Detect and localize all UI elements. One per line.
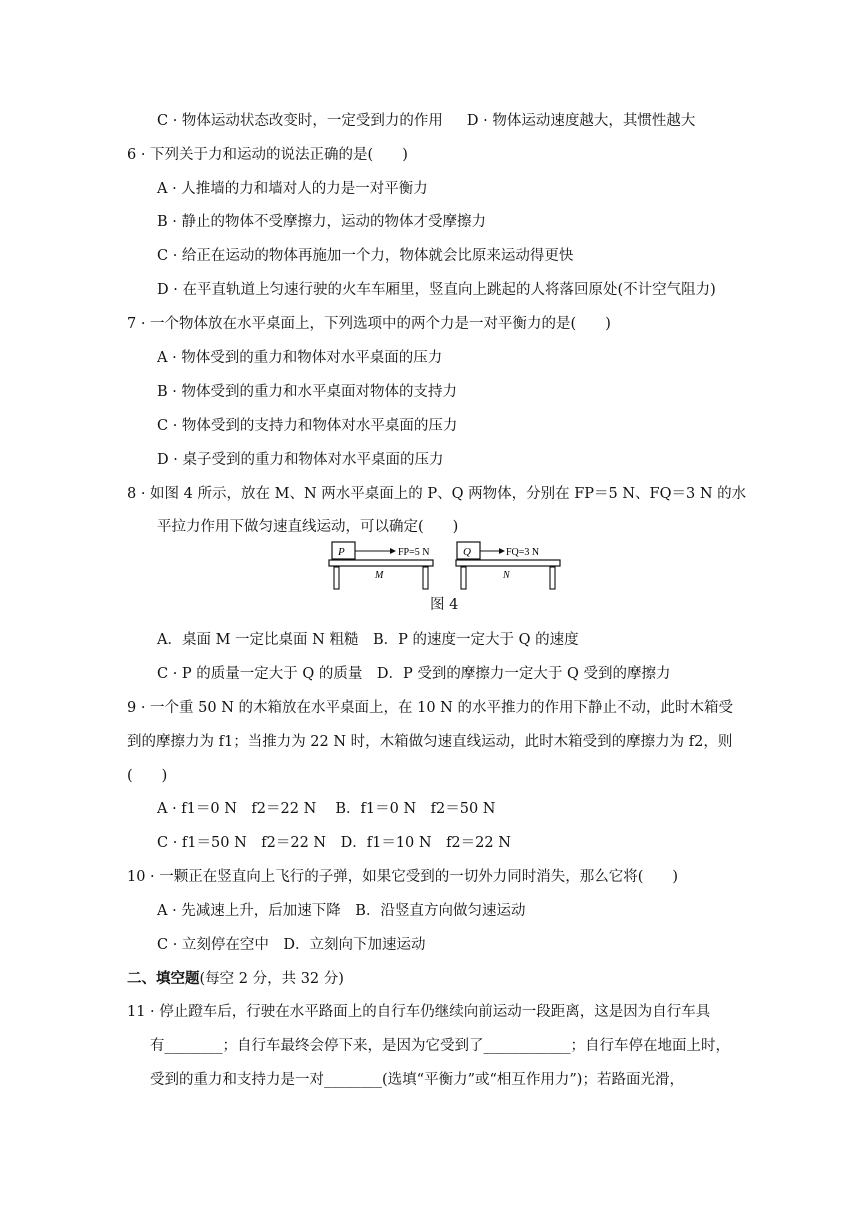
- q11-line1: 11 · 停止蹬车后，行驶在水平路面上的自行车仍继续向前运动一段距离，这是因为自行车具: [127, 1004, 711, 1020]
- q8-stem-line2: 平拉力作用下做匀速直线运动，可以确定( ): [157, 519, 459, 535]
- force-p-arrowhead: [390, 548, 396, 554]
- q10-stem: 10 · 一颗正在竖直向上飞行的子弹，如果它受到的一切外力同时消失，那么它将( ): [127, 869, 679, 885]
- table-m-leg-left: [334, 567, 339, 589]
- block-p-label: P: [338, 546, 345, 558]
- q5-options-cd: [157, 111, 695, 131]
- table-n-top: [456, 560, 560, 566]
- q6-stem: 6 · 下列关于力和运动的说法正确的是( ): [127, 147, 408, 163]
- force-q-arrowhead: [499, 548, 505, 554]
- q9-options-ab: A · f1＝0 N f2＝22 N B．f1＝0 N f2＝50 N: [157, 801, 496, 817]
- q11-line2: 有________；自行车最终会停下来，是因为它受到了____________；自行车停在地面上时，: [150, 1038, 730, 1054]
- table-m-label: M: [375, 570, 384, 581]
- q6-option-a: A · 人推墙的力和墙对人的力是一对平衡力: [157, 181, 428, 197]
- q9-stem-line2: 到的摩擦力为 f1；当推力为 22 N 时，木箱做匀速直线运动，此时木箱受到的摩擦力为 f2，则: [127, 734, 733, 750]
- q6-option-d: D · 在平直轨道上匀速行驶的火车车厢里，竖直向上跳起的人将落回原处(不计空气阻力): [157, 282, 716, 298]
- q7-option-c: C · 物体受到的支持力和物体对水平桌面的压力: [157, 418, 458, 434]
- table-m-top: [329, 560, 433, 566]
- q7-option-d: D · 桌子受到的重力和物体对水平桌面的压力: [157, 452, 444, 468]
- q10-options-ab: A · 先减速上升，后加速下降 B．沿竖直方向做匀速运动: [157, 903, 526, 919]
- table-n-leg-right: [550, 567, 555, 589]
- section-2-heading: [127, 969, 344, 989]
- q7-option-a: A · 物体受到的重力和物体对水平桌面的压力: [157, 350, 443, 366]
- q7-option-b: B · 物体受到的重力和水平桌面对物体的支持力: [157, 384, 457, 400]
- block-q-label: Q: [463, 546, 471, 558]
- q7-stem: 7 · 一个物体放在水平桌面上，下列选项中的两个力是一对平衡力的是( ): [127, 316, 611, 332]
- q8-stem-line1: 8 · 如图 4 所示，放在 M、N 两水平桌面上的 P、Q 两物体，分别在 FP＝5 N、FQ＝3 N 的水: [127, 486, 747, 502]
- q6-option-c: C · 给正在运动的物体再施加一个力，物体就会比原来运动得更快: [157, 248, 574, 264]
- table-n-leg-left: [461, 567, 466, 589]
- force-q-label: FQ=3 N: [506, 547, 540, 558]
- q9-options-cd: C · f1＝50 N f2＝22 N D．f1＝10 N f2＝22 N: [157, 835, 511, 851]
- figure-4-caption: 图 4: [430, 597, 459, 613]
- q9-stem-line3: ( ): [127, 768, 168, 784]
- q11-line3: 受到的重力和支持力是一对________(选填“平衡力”或“相互作用力”)；若路面光滑，: [150, 1072, 684, 1088]
- section-2-note: (每空 2 分，共 32 分): [199, 971, 344, 987]
- table-m-leg-right: [423, 567, 428, 589]
- q5-option-c: C · 物体运动状态改变时，一定受到力的作用: [157, 113, 443, 129]
- q8-options-cd: C · P 的质量一定大于 Q 的质量 D．P 受到的摩擦力一定大于 Q 受到的摩擦力: [157, 666, 671, 682]
- figure-4-diagram: [328, 541, 564, 591]
- q6-option-b: B · 静止的物体不受摩擦力，运动的物体才受摩擦力: [157, 214, 486, 230]
- force-p-label: FP=5 N: [398, 547, 430, 558]
- q5-option-d: D · 物体运动速度越大，其惯性越大: [466, 113, 696, 129]
- section-2-title: 二、填空题: [127, 970, 200, 987]
- q8-options-ab: A．桌面 M 一定比桌面 N 粗糙 B．P 的速度一定大于 Q 的速度: [157, 632, 579, 648]
- q9-stem-line1: 9 · 一个重 50 N 的木箱放在水平桌面上，在 10 N 的水平推力的作用下静止不动，此时木箱受: [127, 700, 733, 716]
- q10-options-cd: C · 立刻停在空中 D．立刻向下加速运动: [157, 937, 426, 953]
- table-n-label: N: [503, 570, 510, 581]
